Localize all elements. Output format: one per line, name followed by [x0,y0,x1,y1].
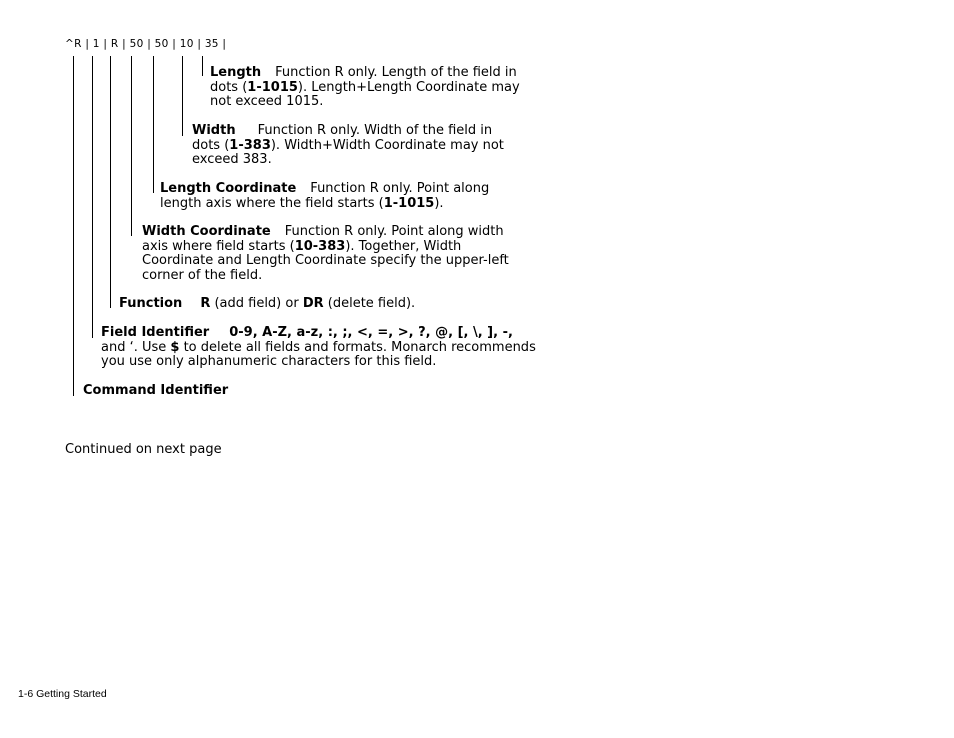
command-string: ^R | 1 | R | 50 | 50 | 10 | 35 | [65,38,227,50]
connector-function [110,56,111,308]
connector-length [202,56,203,76]
width-coord-term: Width Coordinate [142,224,271,239]
field-id-term: Field Identifier [101,325,210,340]
connector-command-id [73,56,74,396]
connector-field-id [92,56,93,338]
connector-width-coord [131,56,132,236]
connector-length-coord [153,56,154,193]
continued-note: Continued on next page [65,442,222,457]
width-term: Width [192,123,236,138]
field-id-desc: Field Identifier 0-9, A-Z, a-z, :, ;, <, =, >, ?, @, [, \, ], -, and ‘. Use $ to delete all fields and formats. Monarch recommends you use only alphanumeric characters for this field. [101,325,536,369]
page-footer: 1-6 Getting Started [18,688,107,700]
length-coord-term: Length Coordinate [160,181,297,196]
command-id-term: Command Identifier [83,383,229,398]
length-term: Length [210,65,262,80]
command-id-desc [83,384,383,399]
width-coord-desc: Width Coordinate Function R only. Point along width axis where field starts (10-383). Together, Width Coordinate and Length Coordinate specify the upper-left corner of the field. [142,224,509,283]
width-desc: Width Function R only. Width of the field in dots (1-383). Width+Width Coordinate may not exceed 383. [192,123,504,167]
length-desc: Length Function R only. Length of the field in dots (1-1015). Length+Length Coordinate may not exceed 1015. [210,65,520,109]
function-desc: Function R (add field) or DR (delete field). [119,296,416,311]
length-coord-desc: Length Coordinate Function R only. Point along length axis where the field starts (1-1015). [160,181,490,211]
function-term: Function [119,296,183,311]
connector-width [182,56,183,136]
